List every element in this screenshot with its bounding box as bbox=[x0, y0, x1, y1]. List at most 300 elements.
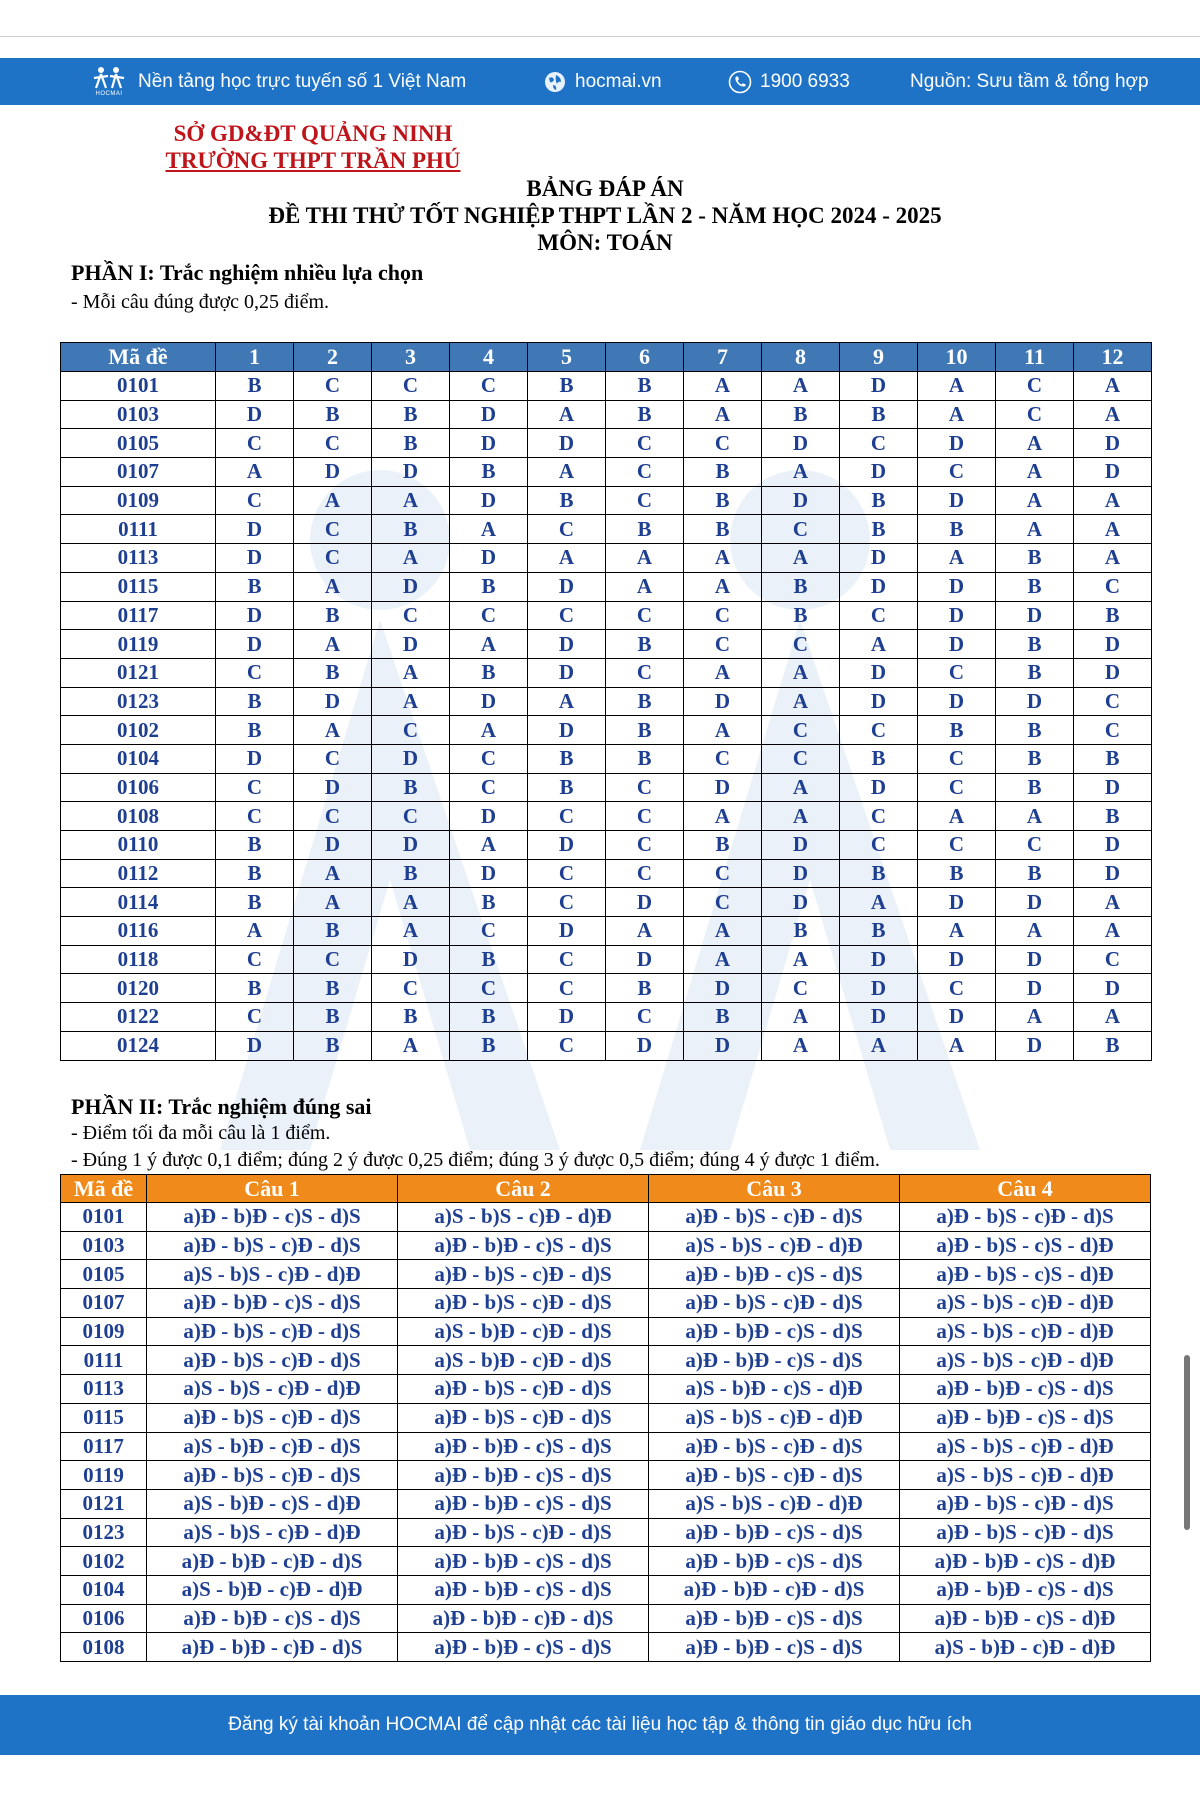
answer-cell: D bbox=[996, 1031, 1074, 1060]
answer-cell: C bbox=[450, 744, 528, 773]
answer-cell: C bbox=[606, 1003, 684, 1032]
answer-cell: A bbox=[1074, 400, 1152, 429]
answer-cell: A bbox=[762, 658, 840, 687]
answer-cell: B bbox=[294, 1003, 372, 1032]
exam-code-cell: 0113 bbox=[61, 544, 216, 573]
answer-cell: C bbox=[216, 1003, 294, 1032]
answer-cell: B bbox=[996, 716, 1074, 745]
exam-code-cell: 0121 bbox=[61, 658, 216, 687]
answer-cell: A bbox=[216, 458, 294, 487]
table-row bbox=[61, 1575, 1151, 1604]
answer-cell: C bbox=[762, 974, 840, 1003]
exam-code-cell: 0103 bbox=[61, 1231, 147, 1260]
logo-figures-icon bbox=[92, 66, 126, 90]
answer-cell: C bbox=[918, 831, 996, 860]
answer-cell: A bbox=[372, 658, 450, 687]
column-header-code: Mã đề bbox=[61, 1175, 147, 1203]
exam-code-cell: 0111 bbox=[61, 1346, 147, 1375]
table-row bbox=[61, 888, 1152, 917]
title-exam: ĐỀ THI THỬ TỐT NGHIỆP THPT LẦN 2 - NĂM HỌC 2024 - 2025 bbox=[268, 203, 942, 228]
part1-answer-table bbox=[60, 342, 1152, 1061]
answer-cell: B bbox=[606, 744, 684, 773]
answer-cell: A bbox=[372, 888, 450, 917]
answer-cell: D bbox=[450, 544, 528, 573]
answer-cell: B bbox=[606, 400, 684, 429]
answer-cell: B bbox=[450, 888, 528, 917]
answer-cell: A bbox=[762, 372, 840, 401]
answer-cell: D bbox=[372, 630, 450, 659]
answer-cell: C bbox=[528, 974, 606, 1003]
answer-cell: C bbox=[684, 429, 762, 458]
phone-icon bbox=[728, 70, 752, 94]
answer-cell: a)Đ - b)S - c)Đ - d)S bbox=[649, 1203, 900, 1232]
answer-cell: B bbox=[996, 658, 1074, 687]
answer-cell: D bbox=[762, 859, 840, 888]
answer-cell: D bbox=[762, 486, 840, 515]
exam-code-cell: 0118 bbox=[61, 945, 216, 974]
answer-cell: D bbox=[372, 831, 450, 860]
answer-cell: C bbox=[372, 716, 450, 745]
exam-code-cell: 0111 bbox=[61, 515, 216, 544]
answer-cell: D bbox=[1074, 831, 1152, 860]
top-divider bbox=[0, 36, 1200, 37]
exam-code-cell: 0101 bbox=[61, 372, 216, 401]
answer-cell: B bbox=[840, 744, 918, 773]
answer-cell: C bbox=[1074, 572, 1152, 601]
answer-cell: A bbox=[762, 773, 840, 802]
answer-cell: A bbox=[606, 572, 684, 601]
table-row bbox=[61, 974, 1152, 1003]
answer-cell: C bbox=[216, 429, 294, 458]
answer-cell: B bbox=[606, 716, 684, 745]
answer-cell: B bbox=[762, 572, 840, 601]
answer-cell: C bbox=[1074, 687, 1152, 716]
answer-cell: C bbox=[606, 831, 684, 860]
table-row bbox=[61, 1003, 1152, 1032]
answer-cell: B bbox=[840, 515, 918, 544]
column-header: Câu 3 bbox=[649, 1175, 900, 1203]
answer-cell: C bbox=[762, 744, 840, 773]
answer-cell: a)Đ - b)Đ - c)S - d)S bbox=[649, 1604, 900, 1633]
exam-code-cell: 0116 bbox=[61, 917, 216, 946]
answer-cell: D bbox=[450, 486, 528, 515]
answer-cell: a)Đ - b)S - c)Đ - d)S bbox=[649, 1461, 900, 1490]
table-row bbox=[61, 1260, 1151, 1289]
answer-cell: D bbox=[1074, 658, 1152, 687]
answer-cell: A bbox=[294, 630, 372, 659]
answer-cell: B bbox=[840, 400, 918, 429]
answer-cell: a)Đ - b)Đ - c)S - d)Đ bbox=[900, 1604, 1151, 1633]
answer-cell: C bbox=[684, 744, 762, 773]
exam-code-cell: 0102 bbox=[61, 716, 216, 745]
answer-cell: C bbox=[606, 486, 684, 515]
answer-cell: B bbox=[528, 773, 606, 802]
answer-cell: A bbox=[918, 400, 996, 429]
answer-cell: a)Đ - b)S - c)Đ - d)S bbox=[147, 1346, 398, 1375]
answer-cell: C bbox=[528, 802, 606, 831]
answer-cell: a)Đ - b)S - c)Đ - d)S bbox=[147, 1461, 398, 1490]
answer-cell: D bbox=[840, 458, 918, 487]
answer-cell: C bbox=[216, 773, 294, 802]
answer-cell: A bbox=[684, 716, 762, 745]
answer-cell: C bbox=[216, 658, 294, 687]
exam-code-cell: 0121 bbox=[61, 1489, 147, 1518]
answer-cell: B bbox=[606, 687, 684, 716]
answer-cell: C bbox=[294, 802, 372, 831]
answer-cell: C bbox=[294, 744, 372, 773]
table-row bbox=[61, 601, 1152, 630]
answer-cell: A bbox=[762, 802, 840, 831]
answer-cell: C bbox=[606, 773, 684, 802]
table-row bbox=[61, 831, 1152, 860]
title-answer-key: BẢNG ĐÁP ÁN bbox=[526, 176, 684, 201]
answer-cell: D bbox=[684, 773, 762, 802]
answer-cell: D bbox=[840, 687, 918, 716]
answer-cell: a)Đ - b)Đ - c)S - d)S bbox=[147, 1604, 398, 1633]
answer-cell: A bbox=[996, 515, 1074, 544]
answer-cell: D bbox=[840, 945, 918, 974]
answer-cell: a)Đ - b)S - c)Đ - d)S bbox=[147, 1403, 398, 1432]
answer-cell: A bbox=[1074, 515, 1152, 544]
exam-code-cell: 0108 bbox=[61, 802, 216, 831]
answer-cell: A bbox=[1074, 486, 1152, 515]
answer-cell: B bbox=[450, 1003, 528, 1032]
answer-cell: a)S - b)S - c)Đ - d)Đ bbox=[649, 1231, 900, 1260]
answer-cell: D bbox=[216, 1031, 294, 1060]
answer-cell: B bbox=[216, 372, 294, 401]
answer-cell: a)Đ - b)Đ - c)Đ - d)S bbox=[147, 1633, 398, 1662]
part1-table-body bbox=[61, 372, 1152, 1061]
answer-cell: B bbox=[528, 744, 606, 773]
answer-cell: D bbox=[450, 429, 528, 458]
table-row bbox=[61, 1346, 1151, 1375]
column-header: 4 bbox=[450, 343, 528, 372]
answer-cell: C bbox=[840, 716, 918, 745]
answer-cell: A bbox=[684, 917, 762, 946]
answer-cell: B bbox=[762, 601, 840, 630]
answer-cell: B bbox=[372, 515, 450, 544]
answer-cell: A bbox=[1074, 888, 1152, 917]
answer-cell: B bbox=[372, 400, 450, 429]
part2-note-2: - Đúng 1 ý được 0,1 điểm; đúng 2 ý được 0,25 điểm; đúng 3 ý được 0,5 điểm; đúng 4 ý được 1 điểm. bbox=[71, 1149, 880, 1171]
table-row bbox=[61, 1604, 1151, 1633]
answer-cell: A bbox=[1074, 1003, 1152, 1032]
answer-cell: C bbox=[372, 974, 450, 1003]
answer-cell: B bbox=[450, 945, 528, 974]
answer-cell: B bbox=[684, 515, 762, 544]
answer-cell: a)S - b)S - c)Đ - d)Đ bbox=[900, 1317, 1151, 1346]
answer-cell: B bbox=[996, 544, 1074, 573]
answer-cell: D bbox=[606, 888, 684, 917]
footer-text: Đăng ký tài khoản HOCMAI để cập nhật các tài liệu học tập & thông tin giáo dục hữu ích bbox=[228, 1714, 972, 1735]
answer-cell: A bbox=[840, 888, 918, 917]
answer-cell: A bbox=[762, 687, 840, 716]
answer-cell: C bbox=[528, 945, 606, 974]
answer-cell: A bbox=[372, 917, 450, 946]
column-header: 8 bbox=[762, 343, 840, 372]
exam-code-cell: 0109 bbox=[61, 1317, 147, 1346]
answer-cell: A bbox=[684, 945, 762, 974]
column-header: Câu 1 bbox=[147, 1175, 398, 1203]
answer-cell: a)Đ - b)Đ - c)S - d)S bbox=[398, 1432, 649, 1461]
answer-cell: A bbox=[1074, 917, 1152, 946]
answer-cell: B bbox=[1074, 744, 1152, 773]
table-row bbox=[61, 802, 1152, 831]
exam-code-cell: 0113 bbox=[61, 1375, 147, 1404]
answer-cell: C bbox=[918, 458, 996, 487]
table-row bbox=[61, 1461, 1151, 1490]
answer-cell: C bbox=[372, 601, 450, 630]
part2-note-1: - Điểm tối đa mỗi câu là 1 điểm. bbox=[71, 1122, 331, 1144]
answer-cell: C bbox=[684, 859, 762, 888]
answer-cell: a)Đ - b)S - c)Đ - d)S bbox=[649, 1432, 900, 1461]
answer-cell: B bbox=[294, 601, 372, 630]
answer-cell: A bbox=[216, 917, 294, 946]
answer-cell: a)Đ - b)Đ - c)S - d)S bbox=[147, 1289, 398, 1318]
table-row bbox=[61, 1547, 1151, 1576]
exam-code-cell: 0119 bbox=[61, 1461, 147, 1490]
answer-cell: a)Đ - b)S - c)Đ - d)S bbox=[900, 1518, 1151, 1547]
answer-cell: D bbox=[216, 630, 294, 659]
answer-cell: A bbox=[996, 802, 1074, 831]
answer-cell: D bbox=[372, 744, 450, 773]
answer-cell: B bbox=[372, 859, 450, 888]
answer-cell: B bbox=[996, 630, 1074, 659]
answer-cell: C bbox=[450, 773, 528, 802]
table-header-row bbox=[61, 343, 1152, 372]
answer-cell: a)Đ - b)S - c)Đ - d)S bbox=[147, 1317, 398, 1346]
answer-cell: C bbox=[996, 400, 1074, 429]
answer-cell: C bbox=[918, 658, 996, 687]
table-row bbox=[61, 1289, 1151, 1318]
exam-code-cell: 0102 bbox=[61, 1547, 147, 1576]
answer-cell: A bbox=[996, 486, 1074, 515]
answer-cell: B bbox=[1074, 1031, 1152, 1060]
phone-link[interactable] bbox=[728, 58, 850, 105]
answer-cell: a)S - b)S - c)Đ - d)Đ bbox=[649, 1403, 900, 1432]
answer-cell: B bbox=[294, 658, 372, 687]
answer-cell: a)Đ - b)S - c)Đ - d)S bbox=[398, 1375, 649, 1404]
answer-cell: D bbox=[450, 400, 528, 429]
answer-cell: D bbox=[684, 1031, 762, 1060]
answer-cell: C bbox=[216, 486, 294, 515]
answer-cell: D bbox=[762, 831, 840, 860]
answer-cell: A bbox=[762, 1003, 840, 1032]
answer-cell: B bbox=[216, 888, 294, 917]
answer-cell: A bbox=[528, 458, 606, 487]
answer-cell: D bbox=[918, 486, 996, 515]
answer-cell: B bbox=[996, 572, 1074, 601]
answer-cell: C bbox=[762, 716, 840, 745]
department-name: SỞ GD&ĐT QUẢNG NINH bbox=[173, 121, 453, 146]
answer-cell: B bbox=[996, 859, 1074, 888]
exam-code-cell: 0106 bbox=[61, 773, 216, 802]
answer-cell: C bbox=[840, 601, 918, 630]
answer-cell: a)Đ - b)S - c)S - d)Đ bbox=[900, 1231, 1151, 1260]
answer-cell: D bbox=[918, 429, 996, 458]
brand-slogan[interactable] bbox=[88, 58, 466, 105]
answer-cell: D bbox=[840, 773, 918, 802]
table-row bbox=[61, 1203, 1151, 1232]
answer-cell: A bbox=[918, 372, 996, 401]
answer-cell: a)Đ - b)Đ - c)S - d)S bbox=[649, 1260, 900, 1289]
answer-cell: D bbox=[684, 687, 762, 716]
answer-cell: A bbox=[918, 1031, 996, 1060]
school-info bbox=[158, 120, 468, 174]
answer-cell: D bbox=[996, 687, 1074, 716]
exam-code-cell: 0112 bbox=[61, 859, 216, 888]
answer-cell: A bbox=[918, 802, 996, 831]
answer-cell: A bbox=[294, 486, 372, 515]
answer-cell: D bbox=[528, 831, 606, 860]
answer-cell: D bbox=[1074, 773, 1152, 802]
column-header: 10 bbox=[918, 343, 996, 372]
answer-cell: C bbox=[294, 429, 372, 458]
answer-cell: A bbox=[1074, 372, 1152, 401]
table-row bbox=[61, 658, 1152, 687]
answer-cell: a)S - b)S - c)Đ - d)Đ bbox=[900, 1289, 1151, 1318]
answer-cell: a)Đ - b)Đ - c)Đ - d)S bbox=[649, 1575, 900, 1604]
answer-cell: A bbox=[294, 716, 372, 745]
answer-cell: C bbox=[450, 601, 528, 630]
table-row bbox=[61, 773, 1152, 802]
answer-cell: D bbox=[918, 572, 996, 601]
answer-cell: C bbox=[840, 831, 918, 860]
answer-cell: C bbox=[294, 515, 372, 544]
answer-cell: a)Đ - b)Đ - c)Đ - d)S bbox=[398, 1604, 649, 1633]
answer-cell: B bbox=[684, 486, 762, 515]
answer-cell: C bbox=[684, 630, 762, 659]
answer-cell: a)S - b)S - c)Đ - d)Đ bbox=[147, 1518, 398, 1547]
answer-cell: D bbox=[294, 831, 372, 860]
answer-cell: D bbox=[1074, 974, 1152, 1003]
answer-cell: A bbox=[450, 630, 528, 659]
answer-cell: a)Đ - b)Đ - c)S - d)S bbox=[649, 1317, 900, 1346]
column-header-code: Mã đề bbox=[61, 343, 216, 372]
exam-code-cell: 0114 bbox=[61, 888, 216, 917]
answer-cell: A bbox=[606, 917, 684, 946]
answer-cell: C bbox=[606, 658, 684, 687]
answer-cell: C bbox=[528, 859, 606, 888]
column-header: 7 bbox=[684, 343, 762, 372]
website-link[interactable] bbox=[543, 58, 662, 105]
answer-cell: D bbox=[216, 601, 294, 630]
answer-cell: a)S - b)Đ - c)Đ - d)Đ bbox=[900, 1633, 1151, 1662]
answer-cell: B bbox=[372, 773, 450, 802]
answer-cell: a)Đ - b)S - c)Đ - d)S bbox=[900, 1203, 1151, 1232]
part2-table-body bbox=[61, 1203, 1151, 1662]
answer-cell: D bbox=[294, 687, 372, 716]
exam-code-cell: 0123 bbox=[61, 687, 216, 716]
school-name: TRƯỜNG THPT TRẦN PHÚ bbox=[165, 148, 461, 173]
column-header: 2 bbox=[294, 343, 372, 372]
answer-cell: B bbox=[918, 515, 996, 544]
answer-cell: C bbox=[918, 744, 996, 773]
answer-cell: B bbox=[606, 372, 684, 401]
exam-code-cell: 0105 bbox=[61, 1260, 147, 1289]
part2-heading: PHẦN II: Trắc nghiệm đúng sai bbox=[71, 1094, 372, 1119]
answer-cell: D bbox=[918, 945, 996, 974]
exam-code-cell: 0120 bbox=[61, 974, 216, 1003]
answer-cell: A bbox=[450, 831, 528, 860]
answer-cell: B bbox=[606, 630, 684, 659]
column-header: 9 bbox=[840, 343, 918, 372]
exam-code-cell: 0115 bbox=[61, 572, 216, 601]
answer-cell: C bbox=[606, 458, 684, 487]
exam-code-cell: 0119 bbox=[61, 630, 216, 659]
answer-cell: D bbox=[528, 658, 606, 687]
answer-cell: D bbox=[762, 429, 840, 458]
answer-cell: a)Đ - b)S - c)Đ - d)S bbox=[900, 1489, 1151, 1518]
answer-cell: a)Đ - b)Đ - c)S - d)Đ bbox=[900, 1547, 1151, 1576]
answer-cell: C bbox=[606, 859, 684, 888]
answer-cell: D bbox=[294, 773, 372, 802]
column-header: 5 bbox=[528, 343, 606, 372]
answer-cell: C bbox=[996, 372, 1074, 401]
answer-cell: D bbox=[996, 888, 1074, 917]
answer-cell: D bbox=[294, 458, 372, 487]
table-row bbox=[61, 1403, 1151, 1432]
answer-cell: B bbox=[840, 486, 918, 515]
exam-code-cell: 0123 bbox=[61, 1518, 147, 1547]
table-row bbox=[61, 544, 1152, 573]
source-label bbox=[910, 58, 1149, 105]
answer-cell: B bbox=[1074, 802, 1152, 831]
answer-cell: a)Đ - b)Đ - c)S - d)S bbox=[398, 1547, 649, 1576]
footer-banner[interactable] bbox=[0, 1695, 1200, 1755]
answer-cell: A bbox=[684, 572, 762, 601]
answer-cell: A bbox=[762, 544, 840, 573]
table-row bbox=[61, 515, 1152, 544]
answer-cell: D bbox=[996, 974, 1074, 1003]
answer-cell: D bbox=[762, 888, 840, 917]
table-header-row bbox=[61, 1175, 1151, 1203]
answer-cell: C bbox=[294, 544, 372, 573]
answer-cell: A bbox=[372, 687, 450, 716]
scrollbar-thumb[interactable] bbox=[1184, 1355, 1190, 1530]
answer-cell: a)S - b)S - c)Đ - d)Đ bbox=[900, 1346, 1151, 1375]
answer-cell: C bbox=[606, 429, 684, 458]
column-header: Câu 4 bbox=[900, 1175, 1151, 1203]
answer-cell: a)Đ - b)Đ - c)S - d)S bbox=[900, 1575, 1151, 1604]
logo-text: HOCMAI bbox=[95, 91, 123, 97]
answer-cell: a)Đ - b)Đ - c)S - d)S bbox=[398, 1633, 649, 1662]
answer-cell: D bbox=[1074, 458, 1152, 487]
part2-answer-table bbox=[60, 1174, 1151, 1662]
answer-cell: A bbox=[996, 429, 1074, 458]
answer-cell: a)S - b)Đ - c)Đ - d)S bbox=[398, 1346, 649, 1375]
answer-cell: D bbox=[918, 1003, 996, 1032]
answer-cell: D bbox=[840, 572, 918, 601]
answer-cell: A bbox=[684, 544, 762, 573]
answer-cell: A bbox=[684, 400, 762, 429]
table-row bbox=[61, 744, 1152, 773]
answer-cell: D bbox=[528, 917, 606, 946]
table-row bbox=[61, 1317, 1151, 1346]
exam-code-cell: 0110 bbox=[61, 831, 216, 860]
answer-cell: B bbox=[216, 687, 294, 716]
answer-cell: C bbox=[996, 831, 1074, 860]
answer-cell: a)Đ - b)Đ - c)S - d)S bbox=[147, 1203, 398, 1232]
answer-cell: a)Đ - b)Đ - c)S - d)S bbox=[649, 1633, 900, 1662]
answer-cell: B bbox=[840, 917, 918, 946]
answer-cell: C bbox=[840, 429, 918, 458]
exam-code-cell: 0109 bbox=[61, 486, 216, 515]
answer-cell: A bbox=[762, 1031, 840, 1060]
answer-cell: C bbox=[684, 888, 762, 917]
answer-cell: a)S - b)S - c)Đ - d)Đ bbox=[900, 1432, 1151, 1461]
exam-code-cell: 0103 bbox=[61, 400, 216, 429]
